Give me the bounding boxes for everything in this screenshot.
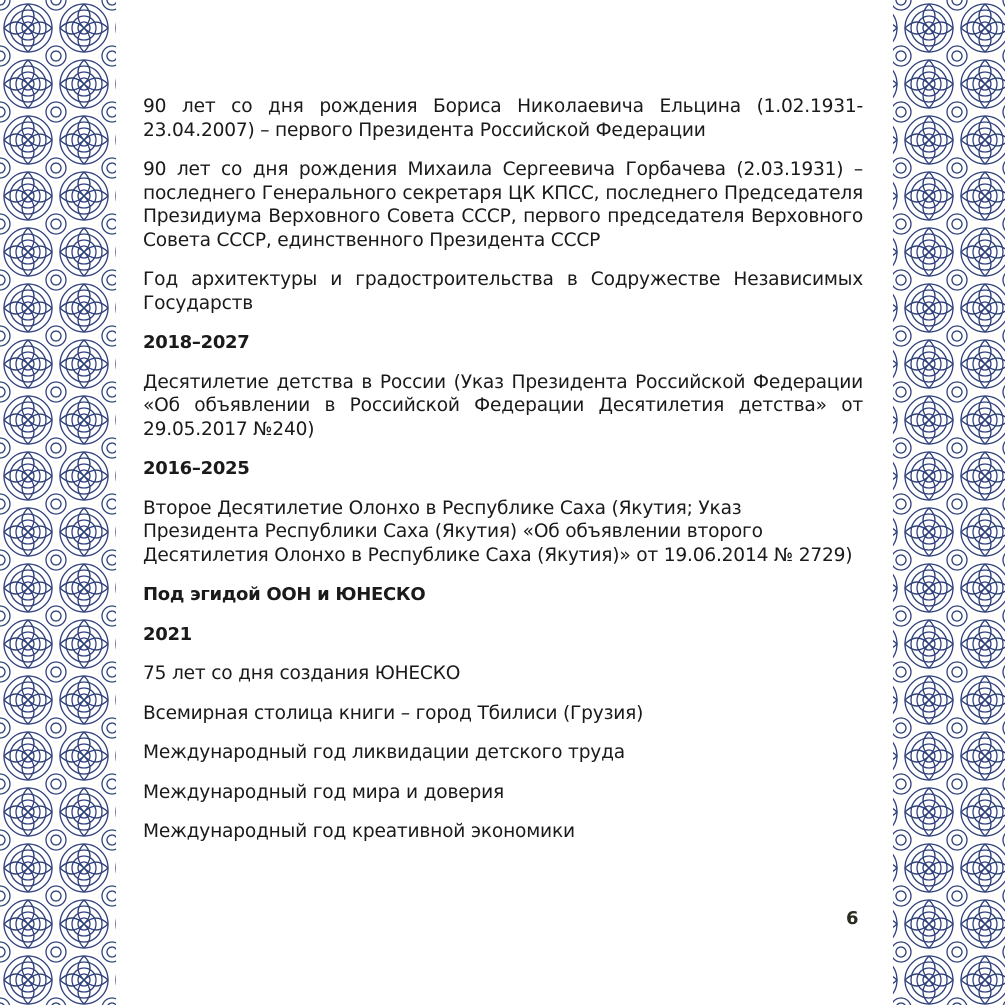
list-item: 75 лет со дня создания ЮНЕСКО bbox=[143, 663, 461, 684]
list-item: Всемирная столица книги – город Тбилиси (Грузия) bbox=[143, 702, 644, 724]
heading-2021: 2021 bbox=[143, 623, 192, 645]
heading-un-unesco: Под эгидой ООН и ЮНЕСКО bbox=[143, 584, 426, 605]
heading-2016-2025: 2016–2025 bbox=[143, 458, 250, 479]
list-item: Международный год ликвидации детского труда bbox=[143, 742, 625, 763]
page-content bbox=[143, 95, 863, 860]
right-ornament-border bbox=[893, 0, 1005, 1005]
heading-2018-2027: 2018–2027 bbox=[143, 332, 250, 353]
paragraph-yeltsin: 90 лет со дня рождения Бориса Николаевича Ельцина (1.02.1931-23.04.2007) – первого Президента Российской Федерации bbox=[143, 96, 863, 141]
left-ornament-border bbox=[0, 0, 116, 1005]
paragraph-olonkho-decade: Второе Десятилетие Олонхо в Республике Саха (Якутия; Указ Президента Республики Саха (Якутия) «Об объявлении второго Десятилетия Олонхо в Республике Саха (Якутия)» от 19.06.2014 № 2729) bbox=[143, 497, 853, 566]
ornament-pattern-icon bbox=[893, 0, 1005, 1005]
list-item: Международный год креативной экономики bbox=[143, 821, 575, 842]
paragraph-gorbachev: 90 лет со дня рождения Михаила Сергеевича Горбачева (2.03.1931) – последнего Генерального секретаря ЦК КПСС, последнего Председателя Президиума Верховного Совета СССР, первого председателя Верховного Совета СССР, единственного Президента СССР bbox=[143, 159, 863, 251]
page-number: 6 bbox=[846, 908, 859, 929]
list-item: Международный год мира и доверия bbox=[143, 781, 504, 803]
paragraph-childhood-decade: Десятилетие детства в России (Указ Президента Российской Федерации «Об объявлении в Российской Федерации Десятилетия детства» от 29.05.2017 №240) bbox=[143, 371, 863, 440]
paragraph-architecture-year: Год архитектуры и градостроительства в Содружестве Независимых Государств bbox=[143, 269, 863, 314]
ornament-pattern-icon bbox=[0, 0, 116, 1005]
